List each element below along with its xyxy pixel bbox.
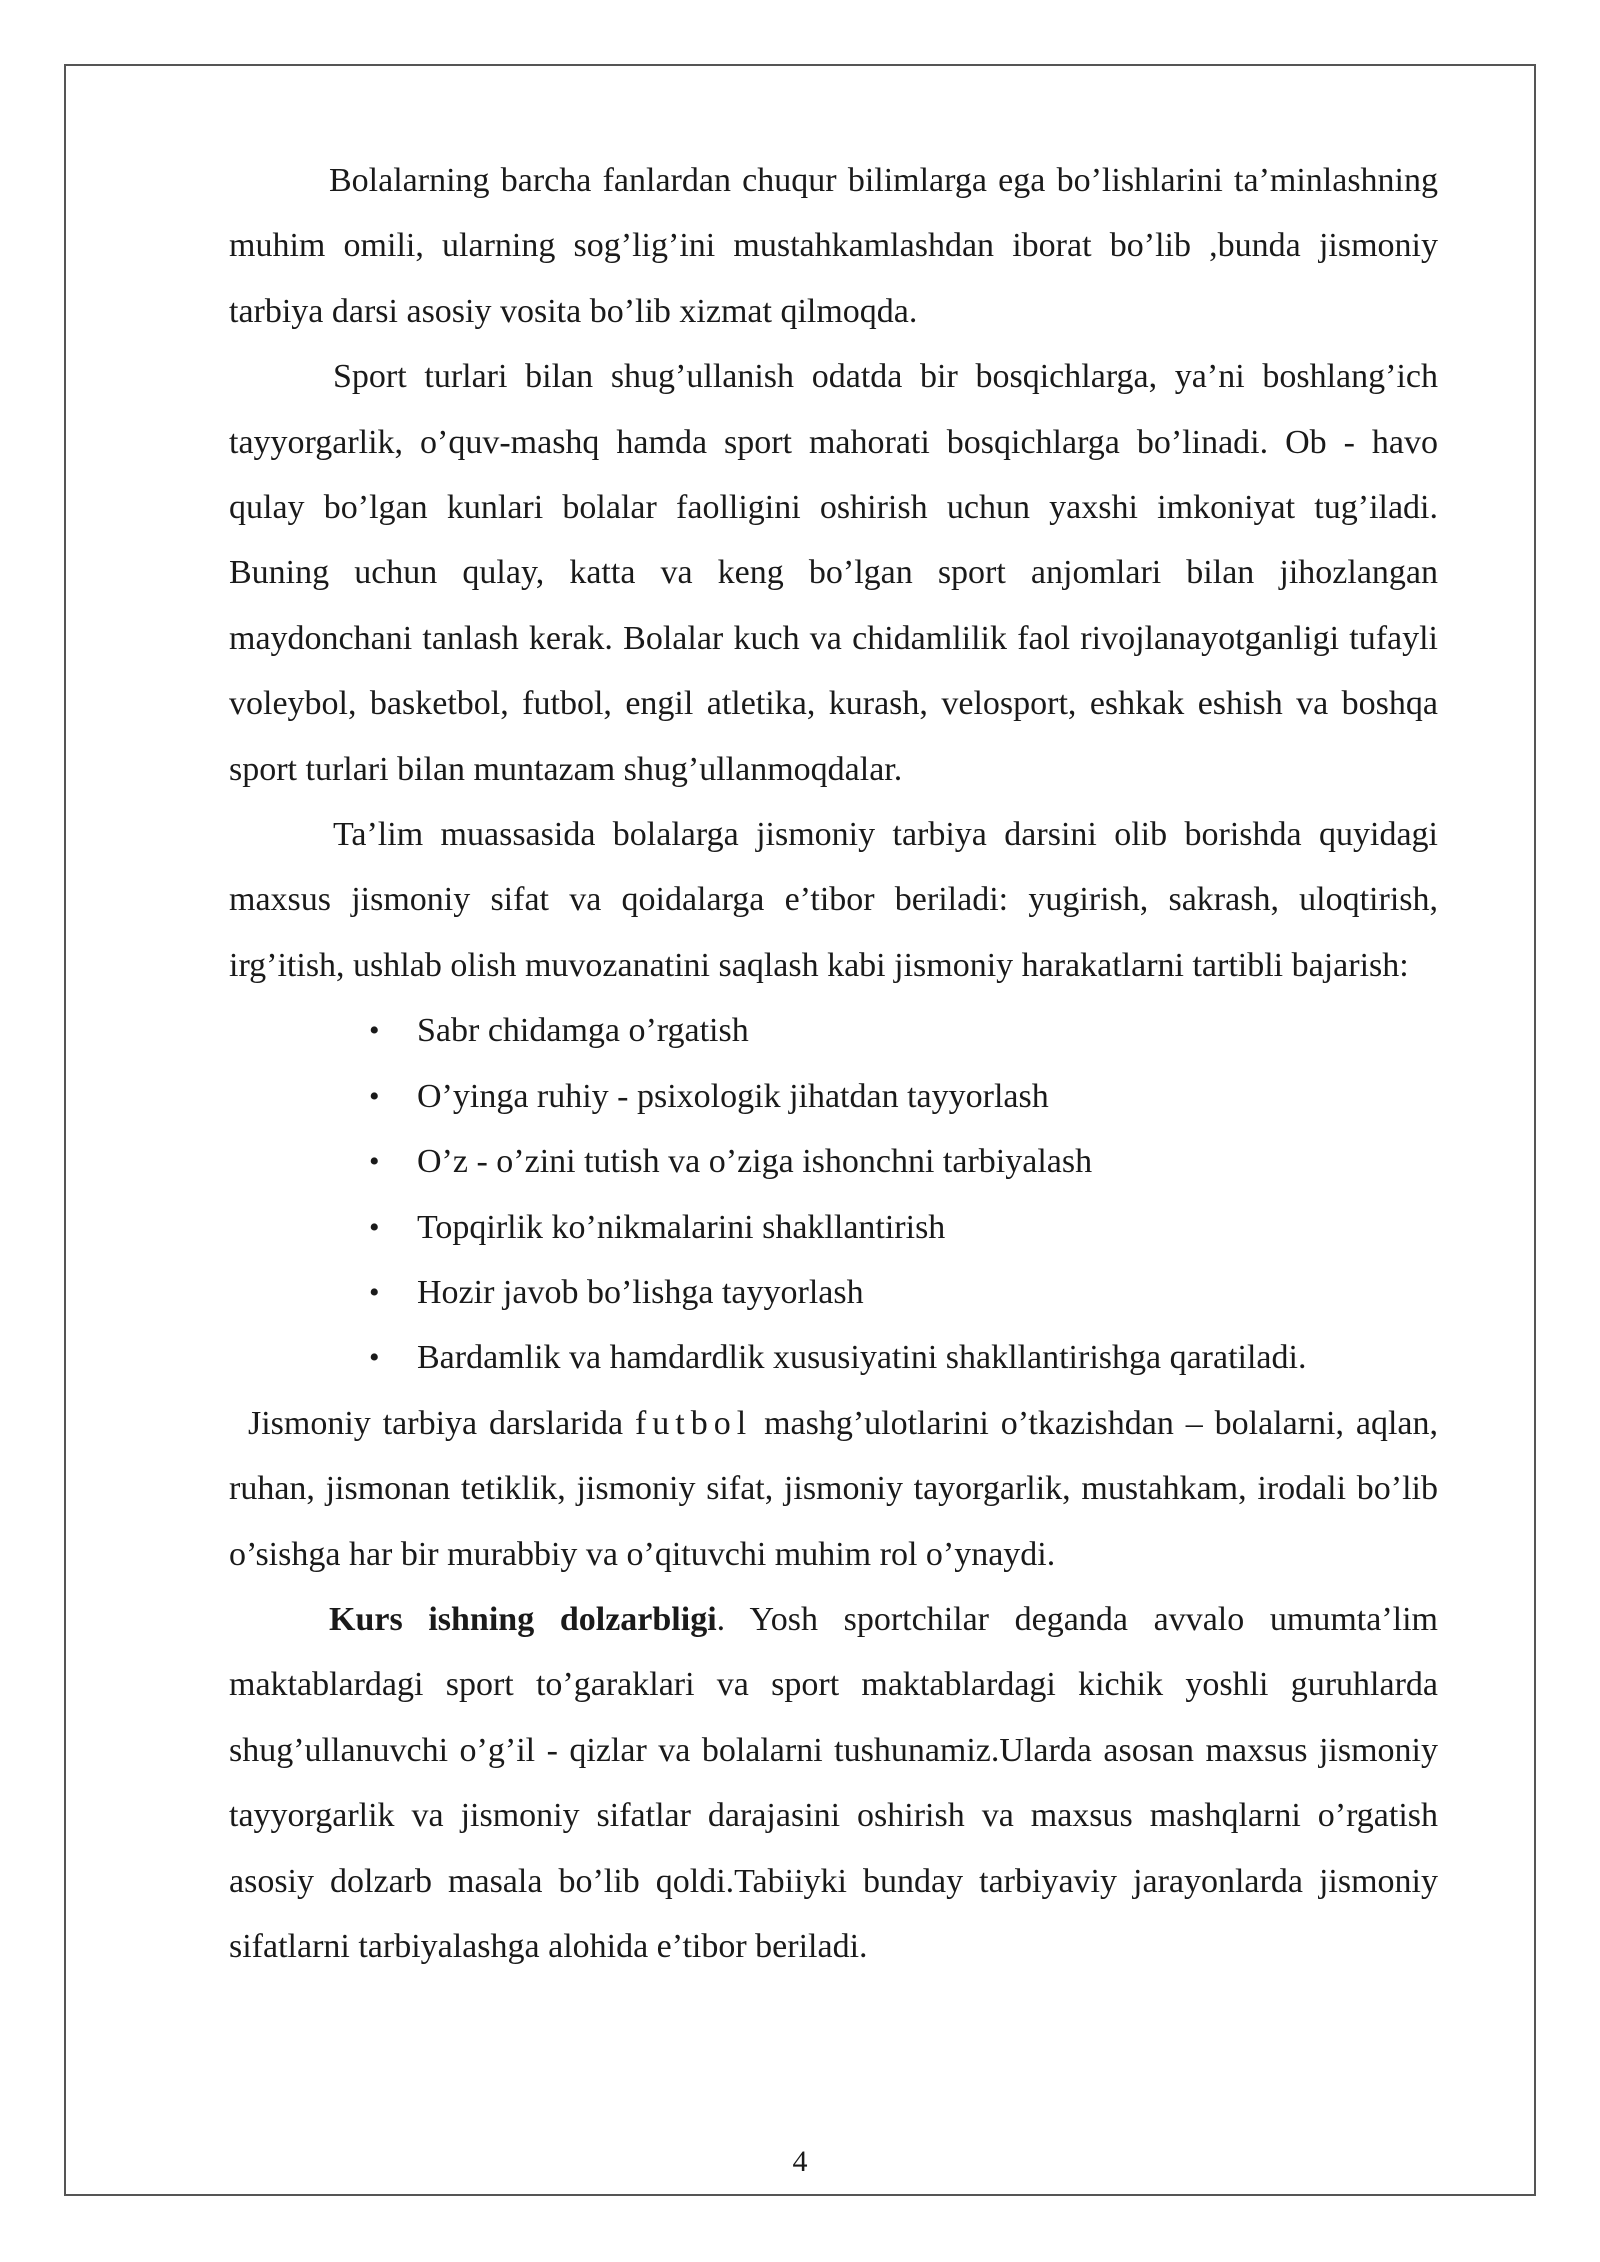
list-item-text: Topqirlik ko’nikmalarini shakllantirish <box>417 1208 946 1246</box>
list-item-text: Sabr chidamga o’rgatish <box>417 1012 749 1050</box>
list-item-text: O’z - o’zini tutish va o’ziga ishonchni tarbiyalash <box>417 1143 1093 1181</box>
list-item-text: Hozir javob bo’lishga tayyorlash <box>417 1273 864 1311</box>
paragraph-3: Ta’lim muassasida bolalarga jismoniy tarbiya darsini olib borishda quyidagi maxsus jismoniy sifat va qoidalarga e’tibor beriladi: yugirish, sakrash, uloqtirish, irg’itish, ushlab olish muvozanatini saqlash kabi jismoniy harakatlarni tartibli bajarish: <box>229 816 1438 984</box>
paragraph-4-start: Jismoniy tarbiya darslarida <box>248 1404 624 1442</box>
bullet-icon: • <box>369 1210 380 1244</box>
paragraph-2: Sport turlari bilan shug’ullanish odatda bir bosqichlarga, ya’ni boshlang’ich tayyorgarlik, o’quv-mashq hamda sport mahorati bosqichlarga bo’linadi. Ob - havo qulay bo’lgan kunlari bolalar faolligini oshirish uchun yaxshi imkoniyat tug’iladi. Buning uchun qulay, katta va keng bo’lgan sport anjomlari bilan jihozlangan maydonchani tanlash kerak. Bolalar kuch va chidamlilik faol rivojlanayotganligi tufayli voleybol, basketbol, futbol, engil atletika, kurash, velosport, eshkak eshish va boshqa sport turlari bilan muntazam shug’ullanmoqdalar. <box>229 358 1438 788</box>
list-item <box>229 1129 1438 1194</box>
section-heading: Kurs ishning dolzarbligi <box>329 1600 717 1638</box>
list-item-text: Bardamlik va hamdardlik xususiyatini shakllantirishga qaratiladi. <box>417 1339 1307 1377</box>
list-item <box>229 1064 1438 1129</box>
paragraph-5 <box>229 1587 1438 1979</box>
list-item-text: O’yinga ruhiy - psixologik jihatdan tayyorlash <box>417 1077 1049 1115</box>
list-item <box>229 1325 1438 1390</box>
bullet-icon: • <box>369 1275 380 1309</box>
page-number: 4 <box>792 2145 808 2178</box>
list-item <box>229 1260 1438 1325</box>
list-item <box>229 998 1438 1063</box>
bullet-icon: • <box>369 1145 380 1179</box>
emphasized-word: futbol <box>634 1404 753 1442</box>
bullet-icon: • <box>369 1014 380 1048</box>
document-body <box>229 148 1438 1979</box>
list-item <box>229 1195 1438 1260</box>
bullet-icon: • <box>369 1079 380 1113</box>
paragraph-1: Bolalarning barcha fanlardan chuqur bilimlarga ega bo’lishlarini ta’minlashning muhim omili, ularning sog’lig’ini mustahkamlashdan iborat bo’lib ,bunda jismoniy tarbiya darsi asosiy vosita bo’lib xizmat qilmoqda. <box>229 162 1438 330</box>
paragraph-5-text: . Yosh sportchilar deganda avvalo umumta’lim maktablardagi sport to’garaklari va sport maktablardagi kichik yoshli guruhlarda shug’ullanuvchi o’g’il - qizlar va bolalarni tushunamiz.Ularda asosan maxsus jismoniy tayyorgarlik va jismoniy sifatlar darajasini oshirish va maxsus mashqlarni o’rgatish asosiy dolzarb masala bo’lib qoldi.Tabiiyki bunday tarbiyaviy jarayonlarda jismoniy sifatlarni tarbiyalashga alohida e’tibor beriladi. <box>229 1600 1438 1965</box>
bullet-icon: • <box>369 1341 380 1375</box>
paragraph-4-end: mashg’ulotlarini o’tkazishdan – bolalarni, aqlan, ruhan, jismonan tetiklik, jismoniy sifat, jismoniy tayorgarlik, mustahkam, irodali bo’lib o’sishga har bir murabbiy va o’qituvchi muhim rol o’ynaydi. <box>229 1404 1438 1573</box>
bullet-list <box>229 998 1438 1390</box>
paragraph-4 <box>229 1391 1438 1587</box>
